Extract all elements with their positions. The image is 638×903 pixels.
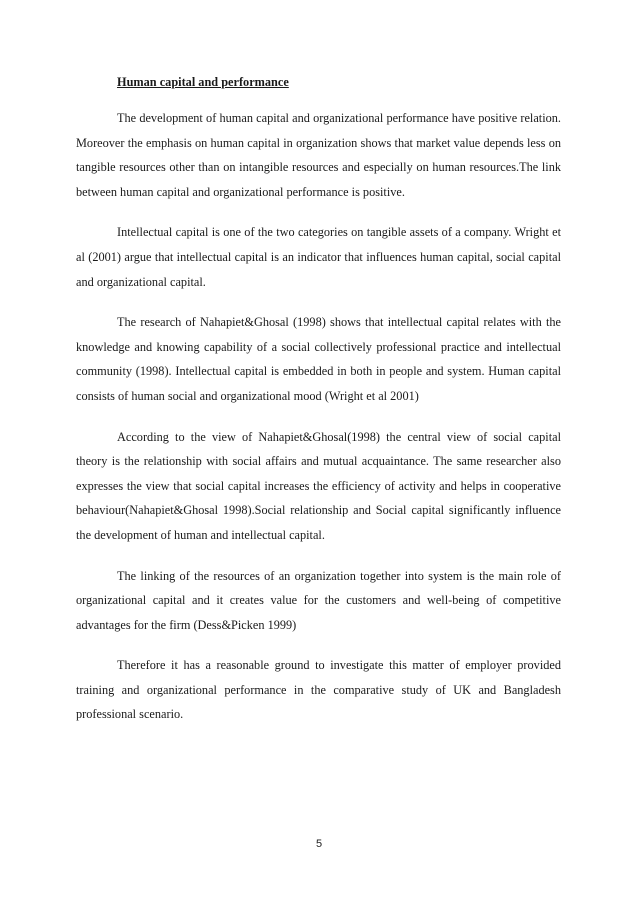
paragraph-organizational-capital: The linking of the resources of an organization together into system is the main role of organizational capital and it creates value for the customers and well-being of competitive advantages for the firm (Dess&Picken 1999) bbox=[76, 568, 561, 632]
section-heading: Human capital and performance bbox=[117, 75, 289, 89]
paragraph-human-capital-performance: The development of human capital and organizational performance have positive relation. Moreover the emphasis on human capital in organization shows that market value depends less on tangible resources other than on intangible resources and especially on human resources.The link between human capital and organizational performance is positive. bbox=[76, 111, 561, 199]
page-number: 5 bbox=[315, 838, 323, 850]
paragraph-conclusion: Therefore it has a reasonable ground to investigate this matter of employer provided training and organizational performance in the comparative study of UK and Bangladesh professional scenario. bbox=[76, 658, 561, 722]
paragraph-social-capital-theory: According to the view of Nahapiet&Ghosal(1998) the central view of social capital theory is the relationship with social affairs and mutual acquaintance. The same researcher also expresses the view that social capital increases the efficiency of activity and helps in cooperative behaviour(Nahapiet&Ghosal 1998).Social relationship and Social capital significantly influence the development of human and intellectual capital. bbox=[76, 429, 561, 542]
paragraph-nahapiet-research: The research of Nahapiet&Ghosal (1998) shows that intellectual capital relates with the knowledge and knowing capability of a social collectively professional practice and intellectual community (1998). Intellectual capital is embedded in both in people and system. Human capital consists of human social and organizational mood (Wright et al 2001) bbox=[76, 315, 561, 403]
paragraph-intellectual-capital: Intellectual capital is one of the two categories on tangible assets of a company. Wright et al (2001) argue that intellectual capital is an indicator that influences human capital, social capital and organizational capital. bbox=[76, 225, 561, 289]
document-page bbox=[76, 72, 561, 743]
